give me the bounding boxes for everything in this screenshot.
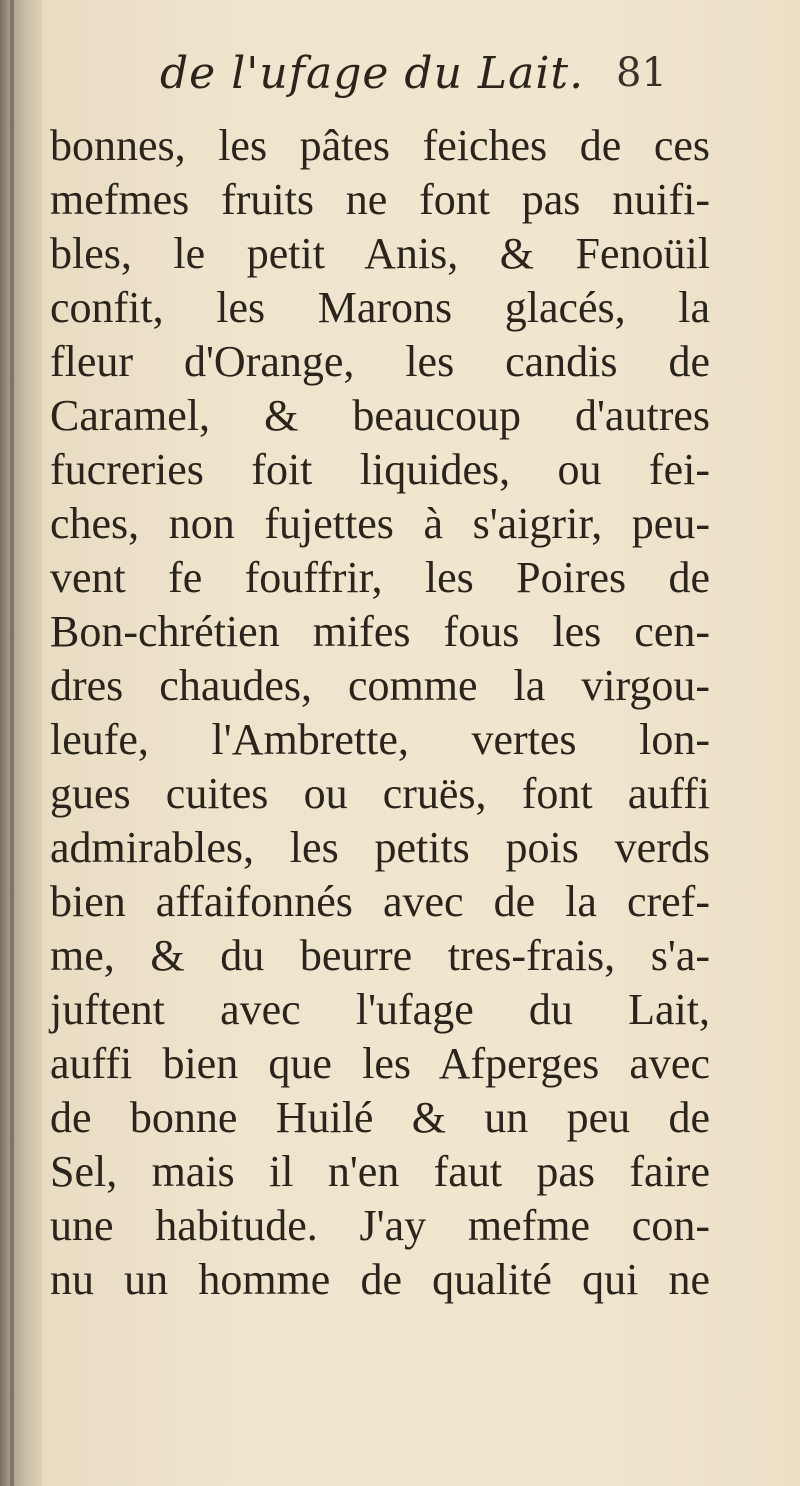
text-line: admirables, les petits pois verds bbox=[50, 823, 710, 872]
body-text bbox=[50, 118, 710, 1318]
text-line: juftent avec l'ufage du Lait, bbox=[50, 985, 710, 1034]
text-line: vent fe fouffrir, les Poires de bbox=[50, 553, 710, 602]
text-line: me, & du beurre tres-frais, s'a- bbox=[50, 931, 710, 980]
text-line: auffi bien que les Afperges avec bbox=[50, 1039, 710, 1088]
text-line: bonnes, les pâtes feiches de ces bbox=[50, 121, 710, 170]
text-line: fleur d'Orange, les candis de bbox=[50, 337, 710, 386]
text-line: mefmes fruits ne font pas nuifi- bbox=[50, 175, 710, 224]
text-line: Bon-chrétien mifes fous les cen- bbox=[50, 607, 710, 656]
text-line: de bonne Huilé & un peu de bbox=[50, 1093, 710, 1142]
binding-shadow bbox=[10, 0, 14, 1486]
running-title: de l'ufage du Lait. bbox=[160, 48, 585, 99]
text-line: nu un homme de qualité qui ne bbox=[50, 1255, 710, 1304]
text-line: dres chaudes, comme la virgou- bbox=[50, 661, 710, 710]
page-gutter bbox=[0, 0, 42, 1486]
text-line: une habitude. J'ay mefme con- bbox=[50, 1201, 710, 1250]
page-header bbox=[160, 48, 720, 118]
text-line: confit, les Marons glacés, la bbox=[50, 283, 710, 332]
text-line: bien affaifonnés avec de la cref- bbox=[50, 877, 710, 926]
text-line: gues cuites ou cruës, font auffi bbox=[50, 769, 710, 818]
text-line: leufe, l'Ambrette, vertes lon- bbox=[50, 715, 710, 764]
page-number: 81 bbox=[616, 50, 667, 96]
text-line: ches, non fujettes à s'aigrir, peu- bbox=[50, 499, 710, 548]
text-line: fucreries foit liquides, ou fei- bbox=[50, 445, 710, 494]
text-line: Sel, mais il n'en faut pas faire bbox=[50, 1147, 710, 1196]
text-line: bles, le petit Anis, & Fenoüil bbox=[50, 229, 710, 278]
text-line: Caramel, & beaucoup d'autres bbox=[50, 391, 710, 440]
